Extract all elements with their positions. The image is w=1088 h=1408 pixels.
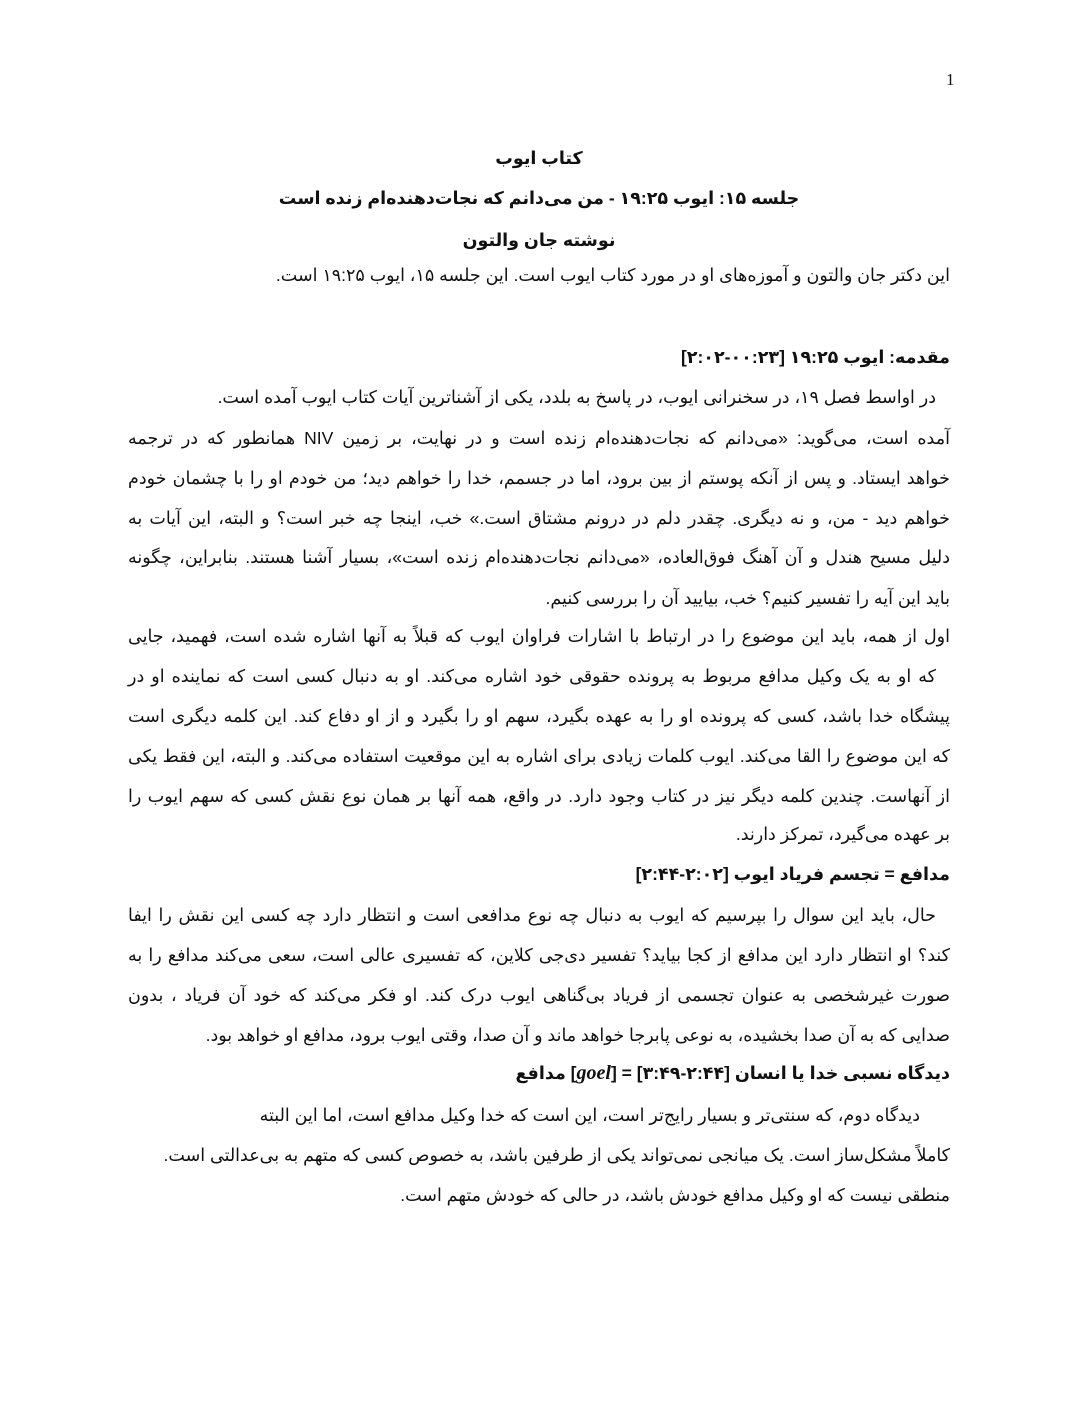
paragraph-line: صورت غیرشخصی به عنوان تجسمی از فریاد بی‌گناهی ایوب درک کند. او فکر می‌کند که خود آن فریاد ، بدون bbox=[128, 985, 950, 1005]
session-subtitle: جلسه ۱۵: ایوب ۱۹:۲۵ - من می‌دانم که نجات‌دهنده‌ام زنده است bbox=[278, 188, 800, 208]
paragraph-line: حال، باید این سوال را بپرسیم که ایوب به دنبال چه نوع مدافعی است و انتظار دارد چه کسی این نقش را ایفا bbox=[128, 905, 936, 925]
paragraph-line: خواهد ایستاد. و پس از آنکه پوستم از بین برود، اما در جسمم، خدا را خواهم دید؛ من خودم او را با چشمان خودم bbox=[128, 468, 950, 488]
section-heading-goel bbox=[128, 1061, 950, 1085]
paragraph-line: از آنهاست. چندین کلمه دیگر نیز در کتاب وجود دارد. در واقع، همه آنها بر همان نوع نقش کسی که سهم ایوب را bbox=[128, 786, 950, 806]
paragraph-line: کند؟ او انتظار دارد این مدافع از کجا بیاید؟ تفسیر دی‌جی کلاین، که تفسیری عالی است، سعی می‌کند مدافع را به bbox=[128, 945, 950, 965]
section-heading-introduction: مقدمه: ایوب ۱۹:۲۵ [۰۰:۲۳-۲:۰۲] bbox=[680, 347, 950, 367]
paragraph-line: که این موضوع را القا می‌کند. ایوب کلمات زیادی برای اشاره به این موقعیت استفاده می‌کند. و البته، این فقط یکی bbox=[128, 746, 950, 766]
paragraph-line: آمده است، می‌گوید: «می‌دانم که نجات‌دهنده‌ام زنده است و در نهایت، بر زمین NIV همانطور که در ترجمه bbox=[128, 428, 950, 448]
paragraph-line: باید این آیه را تفسیر کنیم؟ خب، بیایید آن را بررسی کنیم. bbox=[545, 588, 950, 608]
page-number: 1 bbox=[946, 70, 955, 89]
document-title: کتاب ایوب bbox=[495, 148, 583, 168]
paragraph-line: دیدگاه دوم، که سنتی‌تر و بسیار رایج‌تر است، این است که خدا وکیل مدافع است، اما این البته bbox=[259, 1105, 920, 1125]
heading-prefix: دیدگاه نسبی خدا یا انسان [۲:۴۴-۳:۴۹] = [ bbox=[610, 1063, 950, 1083]
section-heading-advocate: مدافع = تجسم فریاد ایوب [۲:۰۲-۲:۴۴] bbox=[635, 864, 950, 884]
paragraph-line: کاملاً مشکل‌ساز است. یک میانجی نمی‌تواند یکی از طرفین باشد، به خصوص کسی که متهم به بی‌عدالتی است. bbox=[163, 1145, 950, 1165]
paragraph-line: منطقی نیست که او وکیل مدافع خودش باشد، در حالی که خودش متهم است. bbox=[400, 1185, 950, 1205]
paragraph-line: در اواسط فصل ۱۹، در سخنرانی ایوب، در پاسخ به بلدد، یکی از آشناترین آیات کتاب ایوب آمده است. bbox=[217, 387, 936, 407]
author-line: نوشته جان والتون bbox=[462, 230, 616, 250]
paragraph-line: که او به یک وکیل مدافع مربوط به پرونده حقوقی خود اشاره می‌کند. او به دنبال کسی است که نماینده او در bbox=[128, 666, 936, 686]
goel-term: goel bbox=[576, 1062, 611, 1084]
intro-text: این دکتر جان والتون و آموزه‌های او در مورد کتاب ایوب است. این جلسه ۱۵، ایوب ۱۹:۲۵ است. bbox=[275, 265, 950, 285]
paragraph-line: خواهم دید - من، و نه دیگری. چقدر دلم در درونم مشتاق است.» خب، اینجا چه خبر است؟ و البته، این آیات به bbox=[128, 508, 950, 528]
paragraph-line: اول از همه، باید این موضوع را در ارتباط با اشارات فراوان ایوب که قبلاً به آنها اشاره شده است، فهمید، جایی bbox=[128, 626, 950, 646]
paragraph-line: بر عهده می‌گیرد، تمرکز دارند. bbox=[735, 824, 950, 844]
heading-suffix: ] مدافع bbox=[515, 1063, 577, 1083]
paragraph-line: پیشگاه خدا باشد، کسی که پرونده او را به عهده بگیرد، سهم او را بگیرد و از او دفاع کند. این کلمه دیگری است bbox=[128, 706, 950, 726]
paragraph-line: دلیل مسیح هندل و آن آهنگ فوق‌العاده، «می‌دانم نجات‌دهنده‌ام زنده است»، بسیار آشنا هستند. بنابراین، چگونه bbox=[128, 547, 950, 567]
paragraph-line: صدایی که به آن صدا بخشیده، به نوعی پابرجا خواهد ماند و آن صدا، وقتی ایوب برود، مدافع او خواهد بود. bbox=[205, 1025, 950, 1045]
